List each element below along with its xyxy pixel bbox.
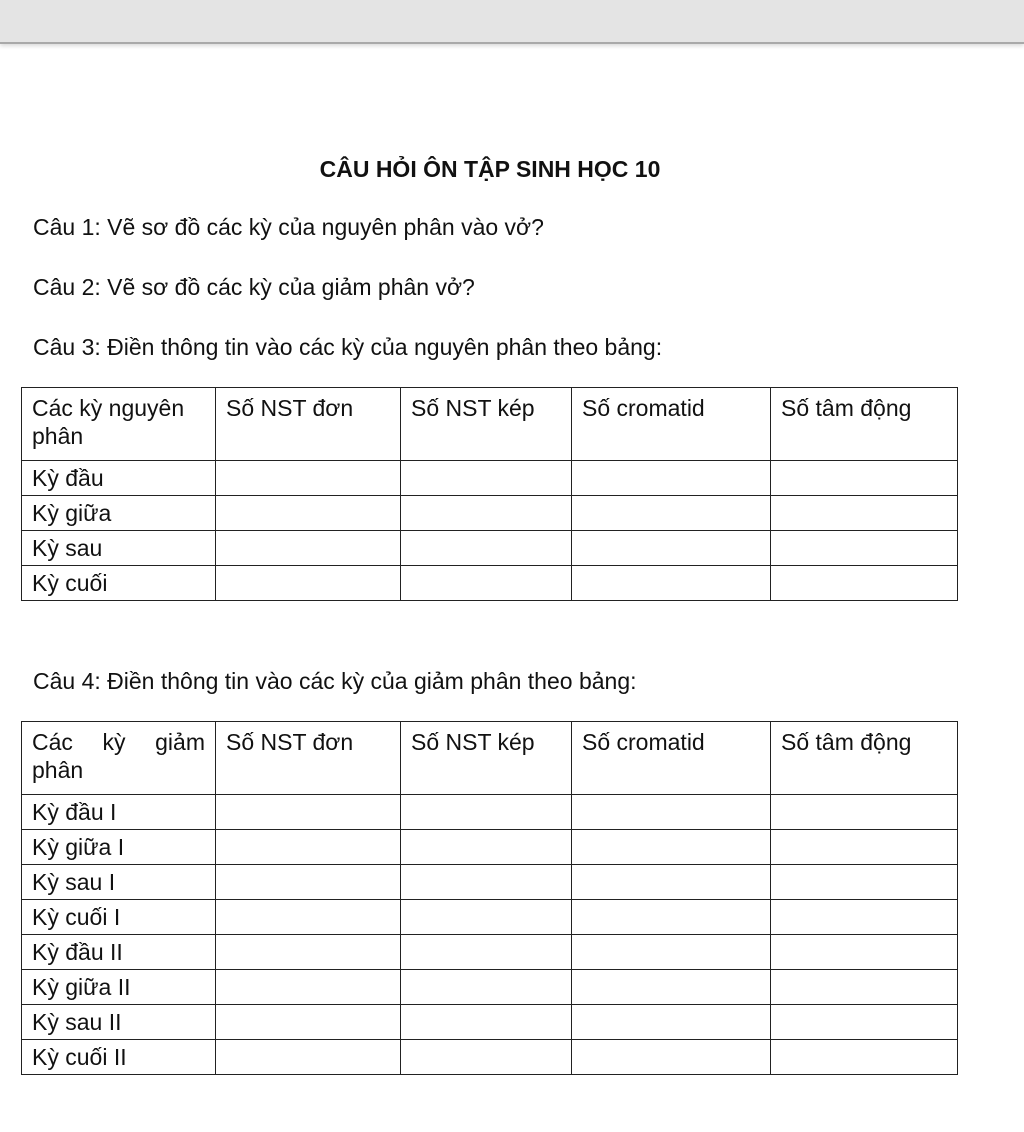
empty-cell bbox=[401, 496, 572, 531]
empty-cell bbox=[216, 1040, 401, 1075]
empty-cell bbox=[771, 795, 958, 830]
page-title: CÂU HỎI ÔN TẬP SINH HỌC 10 bbox=[319, 156, 661, 182]
row-label: Kỳ cuối bbox=[22, 566, 216, 601]
table-row bbox=[22, 900, 958, 935]
empty-cell bbox=[401, 1040, 572, 1075]
empty-cell bbox=[771, 566, 958, 601]
empty-cell bbox=[572, 566, 771, 601]
empty-cell bbox=[216, 531, 401, 566]
question-3: Câu 3: Điền thông tin vào các kỳ của nguyên phân theo bảng: bbox=[33, 334, 663, 360]
header-cell-phase: Các kỳ giảm phân bbox=[22, 722, 216, 795]
empty-cell bbox=[401, 566, 572, 601]
empty-cell bbox=[771, 461, 958, 496]
row-label: Kỳ sau bbox=[22, 531, 216, 566]
row-label: Kỳ sau I bbox=[22, 865, 216, 900]
row-label: Kỳ cuối II bbox=[22, 1040, 216, 1075]
header-cell-double-nst: Số NST kép bbox=[401, 722, 572, 795]
empty-cell bbox=[216, 566, 401, 601]
header-cell-centromere: Số tâm động bbox=[771, 388, 958, 461]
question-1: Câu 1: Vẽ sơ đồ các kỳ của nguyên phân vào vở? bbox=[33, 214, 544, 240]
empty-cell bbox=[572, 830, 771, 865]
empty-cell bbox=[216, 900, 401, 935]
empty-cell bbox=[401, 795, 572, 830]
empty-cell bbox=[572, 496, 771, 531]
empty-cell bbox=[401, 830, 572, 865]
table-row bbox=[22, 865, 958, 900]
table-row bbox=[22, 461, 958, 496]
table-row bbox=[22, 531, 958, 566]
header-cell-single-nst: Số NST đơn bbox=[216, 388, 401, 461]
header-cell-single-nst: Số NST đơn bbox=[216, 722, 401, 795]
row-label: Kỳ giữa bbox=[22, 496, 216, 531]
empty-cell bbox=[401, 1005, 572, 1040]
row-label: Kỳ đầu I bbox=[22, 795, 216, 830]
table-row bbox=[22, 496, 958, 531]
header-cell-phase: Các kỳ nguyên phân bbox=[22, 388, 216, 461]
empty-cell bbox=[572, 461, 771, 496]
empty-cell bbox=[771, 1005, 958, 1040]
table-row bbox=[22, 935, 958, 970]
empty-cell bbox=[771, 970, 958, 1005]
meiosis-table bbox=[21, 721, 958, 1075]
empty-cell bbox=[572, 935, 771, 970]
empty-cell bbox=[216, 1005, 401, 1040]
empty-cell bbox=[771, 830, 958, 865]
header-cell-centromere: Số tâm động bbox=[771, 722, 958, 795]
empty-cell bbox=[216, 865, 401, 900]
empty-cell bbox=[572, 970, 771, 1005]
empty-cell bbox=[216, 830, 401, 865]
table-row bbox=[22, 970, 958, 1005]
empty-cell bbox=[401, 865, 572, 900]
question-2: Câu 2: Vẽ sơ đồ các kỳ của giảm phân vở? bbox=[33, 274, 475, 300]
empty-cell bbox=[216, 795, 401, 830]
header-cell-chromatid: Số cromatid bbox=[572, 388, 771, 461]
empty-cell bbox=[572, 1005, 771, 1040]
empty-cell bbox=[572, 1040, 771, 1075]
viewer-toolbar bbox=[0, 0, 1024, 44]
question-4: Câu 4: Điền thông tin vào các kỳ của giảm phân theo bảng: bbox=[33, 668, 637, 694]
empty-cell bbox=[401, 900, 572, 935]
empty-cell bbox=[771, 531, 958, 566]
row-label: Kỳ sau II bbox=[22, 1005, 216, 1040]
empty-cell bbox=[771, 1040, 958, 1075]
empty-cell bbox=[572, 865, 771, 900]
empty-cell bbox=[401, 531, 572, 566]
empty-cell bbox=[771, 935, 958, 970]
mitosis-table bbox=[21, 387, 958, 601]
empty-cell bbox=[216, 970, 401, 1005]
empty-cell bbox=[572, 900, 771, 935]
empty-cell bbox=[771, 900, 958, 935]
row-label: Kỳ đầu bbox=[22, 461, 216, 496]
header-cell-chromatid: Số cromatid bbox=[572, 722, 771, 795]
empty-cell bbox=[216, 935, 401, 970]
table-row bbox=[22, 830, 958, 865]
table-row bbox=[22, 1005, 958, 1040]
empty-cell bbox=[401, 970, 572, 1005]
header-cell-double-nst: Số NST kép bbox=[401, 388, 572, 461]
row-label: Kỳ cuối I bbox=[22, 900, 216, 935]
table-row bbox=[22, 566, 958, 601]
table-header-row bbox=[22, 722, 958, 795]
empty-cell bbox=[216, 461, 401, 496]
empty-cell bbox=[572, 795, 771, 830]
table-header-row bbox=[22, 388, 958, 461]
row-label: Kỳ đầu II bbox=[22, 935, 216, 970]
row-label: Kỳ giữa I bbox=[22, 830, 216, 865]
table-row bbox=[22, 795, 958, 830]
empty-cell bbox=[401, 935, 572, 970]
empty-cell bbox=[572, 531, 771, 566]
empty-cell bbox=[401, 461, 572, 496]
empty-cell bbox=[216, 496, 401, 531]
table-row bbox=[22, 1040, 958, 1075]
empty-cell bbox=[771, 496, 958, 531]
empty-cell bbox=[771, 865, 958, 900]
row-label: Kỳ giữa II bbox=[22, 970, 216, 1005]
